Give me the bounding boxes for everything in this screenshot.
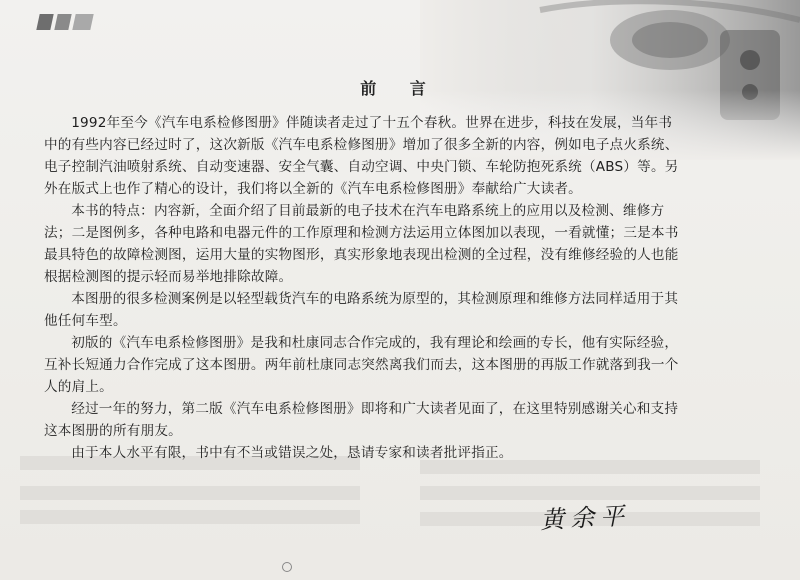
paragraph-2: 本书的特点：内容新，全面介绍了目前最新的电子技术在汽车电路系统上的应用以及检测、维修方法；二是图例多，各种电路和电器元件的工作原理和检测方法运用立体图加以表现，一看就懂；三是本书最具特色的故障检测图，运用大量的实物图形，真实形象地表现出检测的全过程，没有维修经验的人也能根据检测图的提示轻而易举地排除故障。: [44, 203, 679, 285]
paragraph-6: 由于本人水平有限，书中有不当或错误之处，恳请专家和读者批评指正。: [71, 445, 513, 461]
header-tab: [72, 14, 93, 30]
paragraph-1: 1992年至今《汽车电系检修图册》伴随读者走过了十五个春秋。世界在进步，科技在发展，当年书中的有些内容已经过时了，这次新版《汽车电系检修图册》增加了很多全新的内容，例如电子点火系统、电子控制汽油喷射系统、自动变速器、安全气囊、自动空调、中央门锁、车轮防抱死系统（ABS）等。另外在版式上也作了精心的设计，我们将以全新的《汽车电系检修图册》奉献给广大读者。: [44, 115, 679, 197]
author-signature: 黄余平: [539, 501, 631, 535]
bleed-through-row: [20, 510, 360, 524]
paragraph-5: 经过一年的努力，第二版《汽车电系检修图册》即将和广大读者见面了，在这里特别感谢关心和支持这本图册的所有朋友。: [44, 401, 679, 439]
header-tab: [54, 14, 71, 30]
page-title: 前 言: [360, 79, 440, 98]
header-tab: [36, 14, 53, 30]
bleed-through-row: [20, 486, 360, 500]
paragraph-4: 初版的《汽车电系检修图册》是我和杜康同志合作完成的，我有理论和绘画的专长，他有实际经验，互补长短通力合作完成了这本图册。两年前杜康同志突然离我们而去，这本图册的再版工作就落到我一个人的肩上。: [44, 335, 679, 395]
page-mark: [282, 562, 292, 572]
paragraph-3: 本图册的很多检测案例是以轻型载货汽车的电路系统为原型的，其检测原理和维修方法同样适用于其他任何车型。: [44, 291, 679, 329]
header-tabs: [38, 14, 92, 30]
